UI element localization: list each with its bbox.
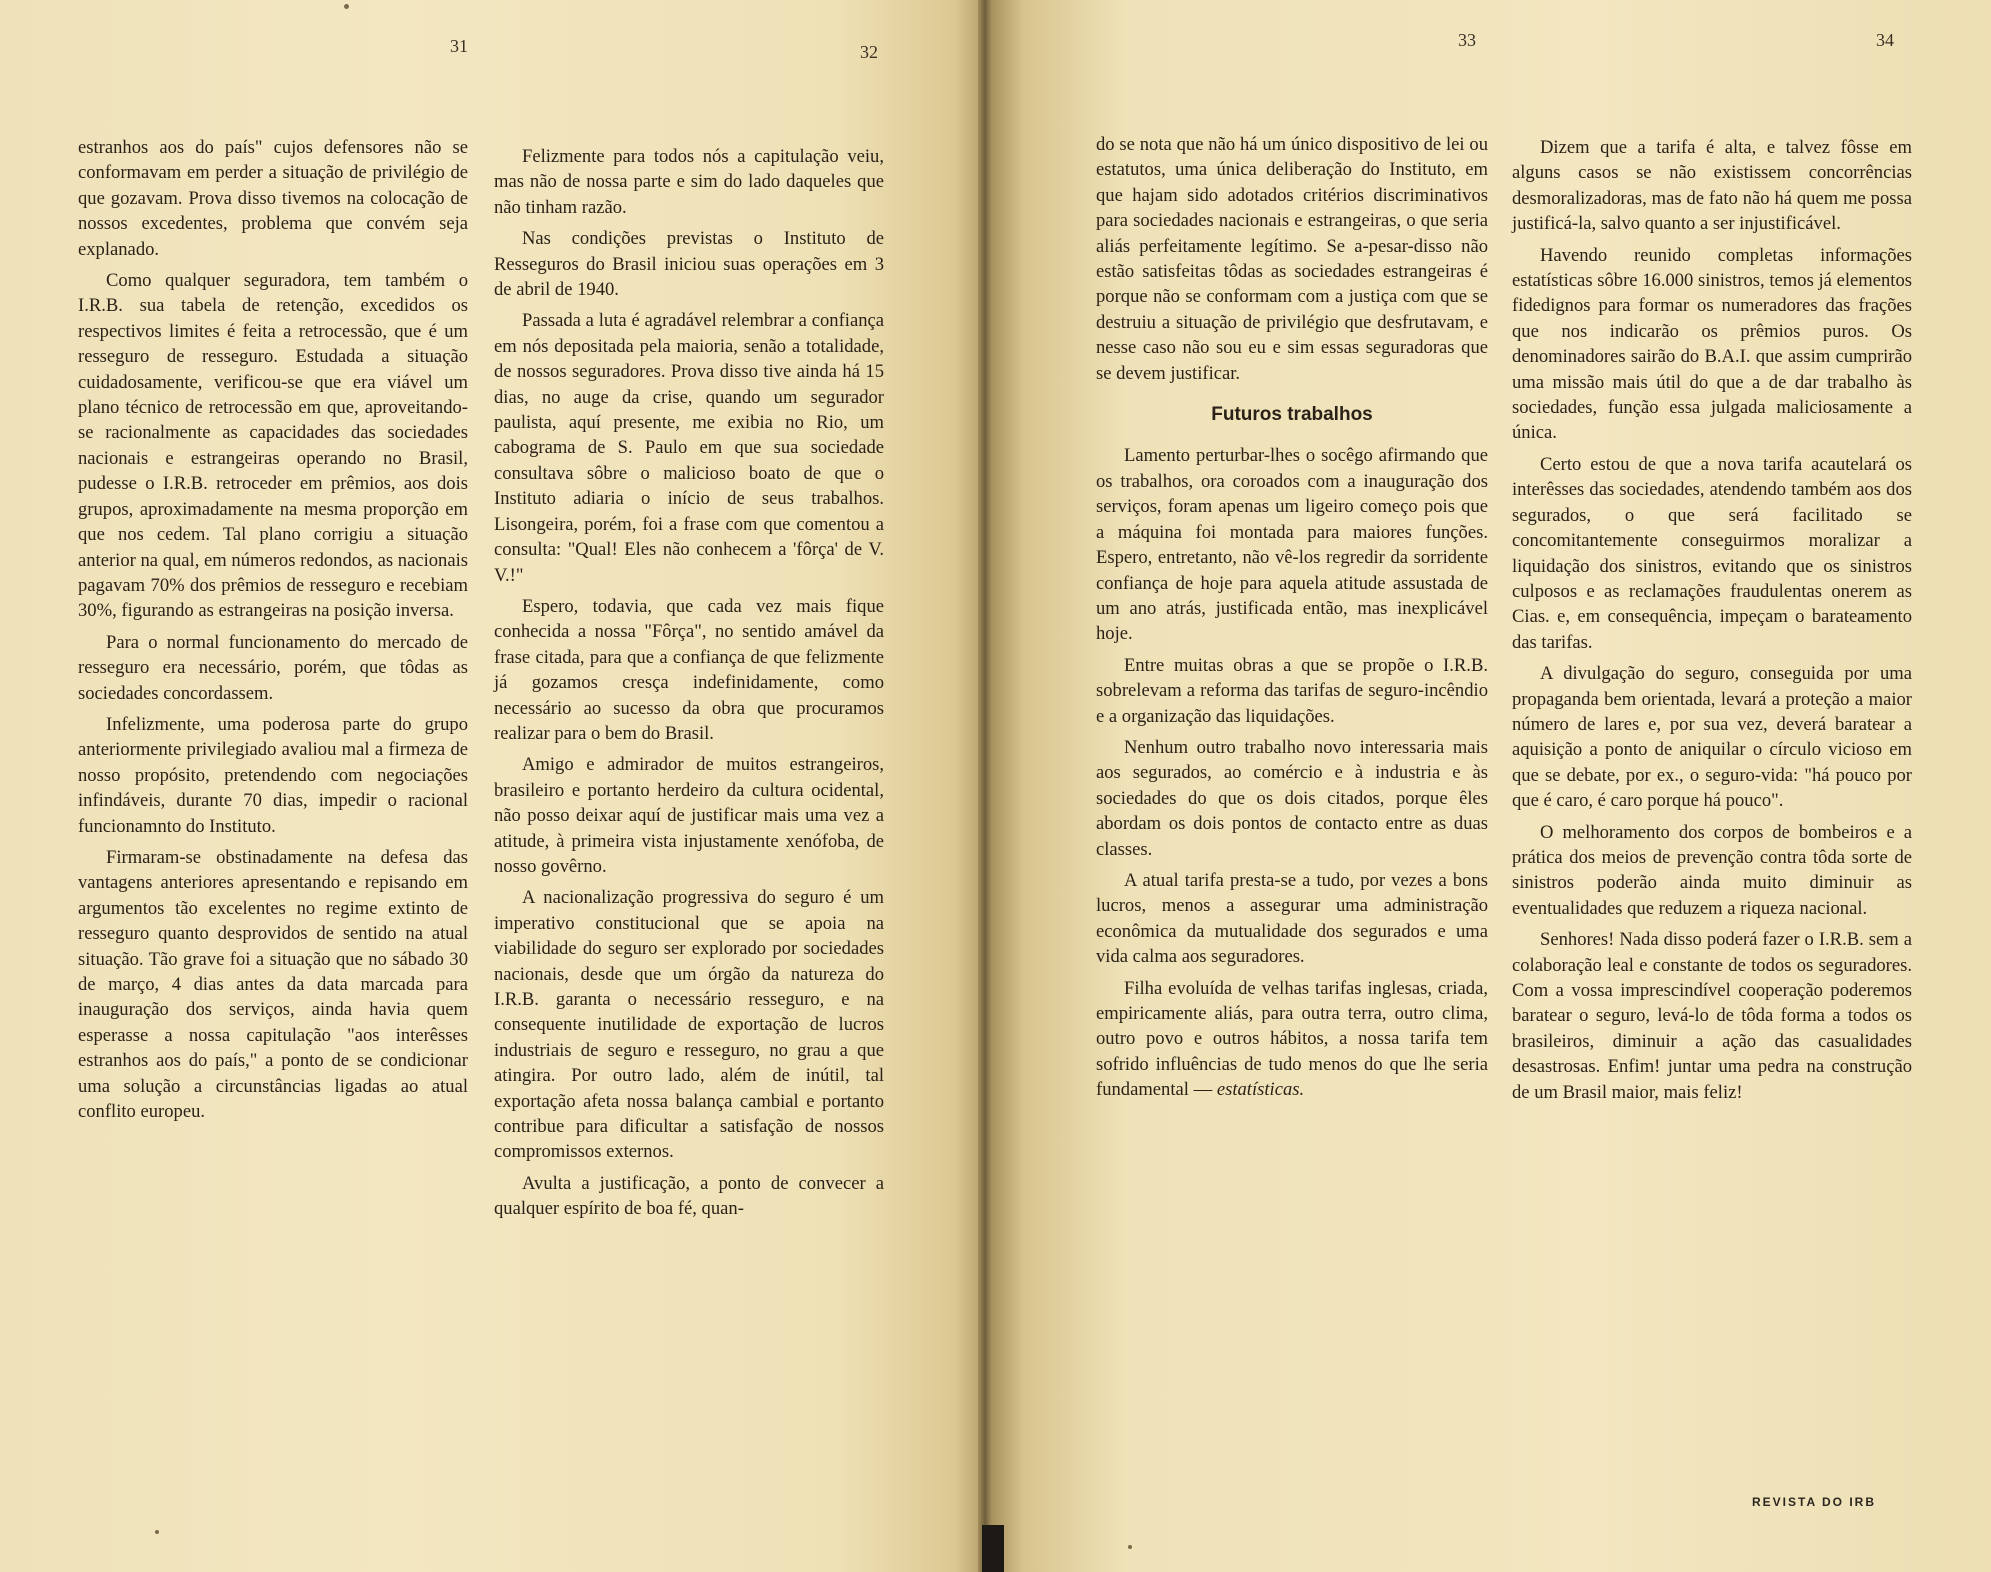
paragraph: Lamento perturbar-lhes o socêgo afirmando que os trabalhos, ora coroados com a inauguração dos serviços, foram apenas um ligeiro começo pois que a máquina foi montada para maiores funções. Espero, entretanto, não vê-los regredir da sorridente confiança de hoje para aquela atitude assustada de um ano atrás, justificada então, mas inexplicável hoje. [1096, 445, 1488, 645]
paragraph: Havendo reunido completas informações estatísticas sôbre 16.000 sinistros, temos já elementos fidedignos para formar os numeradores das frações que nos indicarão os prêmios puros. Os denominadores sairão do B.A.I. que assim cumprirão uma missão mais útil do que a de dar trabalho às sociedades, função essa julgada maliciosamente a única. [1512, 244, 1912, 444]
paragraph: Como qualquer seguradora, tem também o I.R.B. sua tabela de retenção, excedidos os respectivos limites é feita a retrocessão, que é um resseguro de resseguro. Estudada a situação cuidadosamente, verificou-se que era viável um plano técnico de retrocessão em que, aproveitando-se racionalmente as capacidades das sociedades nacionais e estrangeiras operando no Brasil, pudesse o I.R.B. retroceder em prêmios, aos dois grupos, aproximadamente na mesma proporção em que nos cedem. Tal plano corrigiu a situação anterior na qual, em números redondos, as nacionais pagavam 70% dos prêmios de resseguro e recebiam 30%, figurando as estrangeiras na posição inversa. [78, 270, 468, 622]
page-number-34: 34 [1876, 30, 1894, 50]
paragraph: Firmaram-se obstinadamente na defesa das vantagens anteriores apresentando e repisando em argumentos tão excelentes no regime extinto de resseguro quanto desprovidos de sentido na atual situação. Tão grave foi a situação que no sábado 30 de março, 4 dias antes da data marcada para inauguração dos serviços, ainda havia quem esperasse a nossa capitulação "aos interêsses estranhos aos do país," a ponto de se condicionar uma solução a circunstâncias ligadas ao atual conflito europeu. [78, 846, 468, 1123]
paragraph: Para o normal funcionamento do mercado de resseguro era necessário, porém, que tôdas as sociedades concordassem. [78, 631, 468, 704]
paragraph: A atual tarifa presta-se a tudo, por vezes a bons lucros, menos a assegurar uma administração econômica da mutualidade dos segurados e uma vida calma aos seguradores. [1096, 869, 1488, 968]
paragraph: Senhores! Nada disso poderá fazer o I.R.B. sem a colaboração leal e constante de todos os seguradores. Com a vossa imprescindível cooperação poderemos baratear o seguro, levá-lo de tôda forma a todos os brasileiros, diminuir a ação das casualidades desastrosas. Enfim! juntar uma pedra na construção de um Brasil maior, mais feliz! [1512, 929, 1912, 1103]
column-page-34 [1512, 135, 1912, 1111]
paragraph: A nacionalização progressiva do seguro é um imperativo constitucional que se apoia na viabilidade do seguro ser explorado por sociedades nacionais, desde que um órgão da natureza do I.R.B. garanta o necessário resseguro, e na consequente inutilidade de exportação de lucros industriais de seguro e resseguro, no grau a que atingira. Por outro lado, além de inútil, tal exportação afeta nossa balança cambial e portanto contribue para dificultar a satisfação de nossos compromissos externos. [494, 887, 884, 1163]
paragraph: Avulta a justificação, a ponto de convecer a qualquer espírito de boa fé, quan- [494, 1172, 884, 1220]
magazine-footer: REVISTA DO IRB [1752, 1495, 1877, 1509]
paragraph: estranhos aos do país" cujos defensores não se conformavam em perder a situação de privilégio de que gozavam. Prova disso tivemos na colocação de nossos excedentes, problema que convém seja explanado. [78, 137, 468, 260]
book-spine [978, 0, 992, 1572]
paper-speck [344, 4, 349, 9]
paragraph: Entre muitas obras a que se propõe o I.R.B. sobrelevam a reforma das tarifas de seguro-incêndio e a organização das liquidações. [1096, 654, 1488, 727]
paragraph: Dizem que a tarifa é alta, e talvez fôsse em alguns casos se não existissem concorrências desmoralizadoras, mas de fato não há quem me possa justificá-la, salvo quanto a ser injustificável. [1512, 137, 1912, 235]
page-number-33: 33 [1458, 30, 1476, 50]
italic-word: estatísticas. [1216, 1079, 1305, 1101]
paragraph [1096, 976, 1488, 1103]
paragraph: O melhoramento dos corpos de bombeiros e a prática dos meios de prevenção contra tôda sorte de sinistros poderão ainda muito diminuir as eventualidades que reduzem a riqueza nacional. [1512, 821, 1912, 919]
page-number-31: 31 [450, 36, 468, 56]
paragraph: Certo estou de que a nova tarifa acautelará os interêsses das sociedades, atendendo também aos dos segurados, o que será facilitado se concomitantemente conseguirmos moralizar a liquidação dos sinistros, evitando que os sinistros culposos e as reclamações fraudulentas onerem as Cias. e, em consequência, impeçam o barateamento das tarifas. [1512, 453, 1912, 653]
paragraph: Infelizmente, uma poderosa parte do grupo anteriormente privilegiado avaliou mal a firmeza de nosso propósito, pretendendo com negociações infindáveis, durante 70 dias, impedir o racional funcionamnto do Instituto. [78, 713, 468, 837]
paragraph: Espero, todavia, que cada vez mais fique conhecida a nossa "Fôrça", no sentido amável da frase citada, para que a confiança de que felizmente já gozamos cresça indefinidamente, como necessário ao sucesso da obra que procuramos realizar para o bem do Brasil. [494, 595, 884, 744]
paragraph: Felizmente para todos nós a capitulação veiu, mas não de nossa parte e sim do lado daqueles que não tinham razão. [494, 146, 884, 218]
paper-speck [155, 1530, 159, 1534]
paragraph: Passada a luta é agradável relembrar a confiança em nós depositada pela maioria, senão a totalidade, de nossos seguradores. Prova disso tive ainda há 15 dias, no auge da crise, quando um segurador paulista, aquí presente, me exibia no Rio, um cabograma de S. Paulo em que sua sociedade consultava sôbre o malicioso boato de que o Instituto adiaria o início de seus trabalhos. Lisongeira, porém, foi a frase com que comentou a consulta: "Qual! Eles não conhecem a 'fôrça' de V. V.!" [494, 310, 884, 586]
paragraph: Nas condições previstas o Instituto de Resseguros do Brasil iniciou suas operações em 3 de abril de 1940. [494, 228, 884, 301]
column-page-33 [1096, 132, 1488, 1109]
paper-speck [1128, 1545, 1132, 1549]
paragraph: do se nota que não há um único dispositivo de lei ou estatutos, uma única deliberação do Instituto, em que hajam sido adotados critérios discriminativos para sociedades nacionais e estrangeiras, o que seria aliás perfeitamente legítimo. Se a-pesar-disso não estão satisfeitas tôdas as sociedades estrangeiras é porque não se conformam com a justiça com que se destruiu a situação de privilégio que desfrutavam, e nesse caso não sou eu e sim essas seguradoras que se devem justificar. [1096, 134, 1488, 384]
paragraph: Amigo e admirador de muitos estrangeiros, brasileiro e portanto herdeiro da cultura ocidental, não posso deixar aquí de justificar mais uma vez a atitude, à primeira vista injustamente xenófoba, de nosso govêrno. [494, 754, 884, 877]
column-page-32 [494, 144, 884, 1228]
section-heading: Futuros trabalhos [1211, 404, 1373, 426]
page-number-32: 32 [860, 42, 878, 62]
spine-shadow [982, 1525, 1004, 1572]
paragraph: Nenhum outro trabalho novo interessaria mais aos segurados, ao comércio e à industria e às sociedades do que os dois citados, porque êles abordam os dois pontos de contacto entre as duas classes. [1096, 736, 1488, 860]
paragraph-text: Filha evoluída de velhas tarifas inglesas, criada, empiricamente aliás, para outra terra, outro clima, outro povo e outros hábitos, a nossa tarifa tem sofrido influências de tudo menos do que lhe seria fundamental — [1096, 977, 1488, 1101]
column-page-31 [78, 135, 468, 1130]
paragraph: A divulgação do seguro, conseguida por uma propaganda bem orientada, levará a proteção a maior número de lares e, por sua vez, deverá baratear a aquisição a ponto de aniquilar o círculo vicioso em que se debate, por ex., o seguro-vida: "há pouco por que é caro, é caro porque há pouco". [1512, 663, 1912, 812]
